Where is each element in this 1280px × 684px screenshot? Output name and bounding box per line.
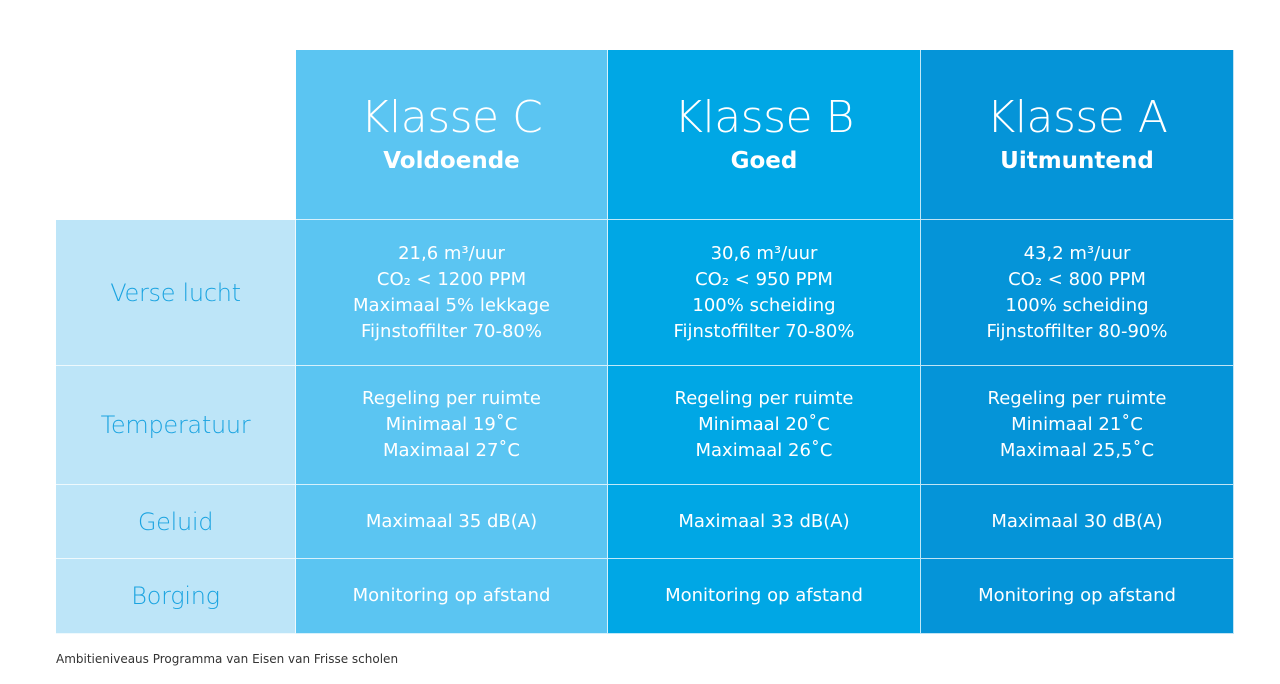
table-corner	[56, 50, 296, 220]
cell-line: Monitoring op afstand	[352, 585, 551, 606]
table-cell	[296, 220, 608, 366]
caption: Ambitieniveaus Programma van Eisen van Frisse scholen	[56, 652, 399, 666]
header-klasse-b	[608, 50, 921, 220]
row-label-borging: Borging	[56, 559, 296, 634]
cell-line: Minimaal 21˚C	[1011, 414, 1143, 435]
table-cell	[296, 559, 608, 634]
header-subtitle: Goed	[730, 147, 798, 174]
row-label-geluid: Geluid	[56, 485, 296, 559]
cell-line: 100% scheiding	[1005, 294, 1149, 316]
header-title: Klasse C	[360, 92, 543, 144]
comparison-table	[56, 50, 1234, 634]
cell-line: Fijnstoffilter 70-80%	[673, 320, 855, 342]
cell-line: Monitoring op afstand	[978, 585, 1176, 606]
cell-line: Regeling per ruimte	[362, 388, 541, 409]
row-label-temperatuur: Temperatuur	[56, 366, 296, 485]
cell-line: Maximaal 25,5˚C	[999, 440, 1155, 461]
header-subtitle: Voldoende	[383, 147, 520, 174]
table-cell	[296, 366, 608, 485]
cell-line: Maximaal 35 dB(A)	[365, 510, 538, 532]
cell-line: Monitoring op afstand	[665, 585, 863, 606]
cell-line: Minimaal 20˚C	[698, 414, 830, 435]
table-cell	[296, 485, 608, 559]
table-cell	[608, 220, 921, 366]
cell-line: 43,2 m³/uur	[1023, 242, 1131, 264]
table-cell	[608, 485, 921, 559]
cell-line: Maximaal 26˚C	[695, 440, 833, 461]
header-klasse-c	[296, 50, 608, 220]
cell-line: Maximaal 5% lekkage	[353, 294, 550, 316]
table-cell	[921, 366, 1234, 485]
cell-line: Minimaal 19˚C	[385, 414, 518, 435]
cell-line: Regeling per ruimte	[674, 388, 854, 409]
cell-line: Regeling per ruimte	[987, 388, 1167, 409]
table-cell	[608, 559, 921, 634]
cell-line: CO₂ < 800 PPM	[1008, 268, 1146, 290]
table-cell	[608, 366, 921, 485]
table-cell	[921, 485, 1234, 559]
cell-line: 30,6 m³/uur	[710, 242, 818, 264]
header-klasse-a	[921, 50, 1234, 220]
cell-line: Maximaal 27˚C	[382, 440, 520, 461]
header-subtitle: Uitmuntend	[1000, 147, 1154, 174]
header-title: Klasse A	[986, 92, 1168, 144]
header-title: Klasse B	[674, 92, 854, 144]
cell-line: Maximaal 30 dB(A)	[991, 510, 1163, 532]
cell-line: Maximaal 33 dB(A)	[678, 510, 850, 532]
cell-line: 100% scheiding	[692, 294, 836, 316]
cell-line: CO₂ < 1200 PPM	[376, 268, 527, 290]
cell-line: Fijnstoffilter 80-90%	[986, 320, 1168, 342]
cell-line: 21,6 m³/uur	[398, 242, 505, 264]
table-cell	[921, 559, 1234, 634]
cell-line: Fijnstoffilter 70-80%	[361, 320, 542, 342]
cell-line: CO₂ < 950 PPM	[695, 268, 833, 290]
table-cell	[921, 220, 1234, 366]
row-label-verse-lucht: Verse lucht	[56, 220, 296, 366]
